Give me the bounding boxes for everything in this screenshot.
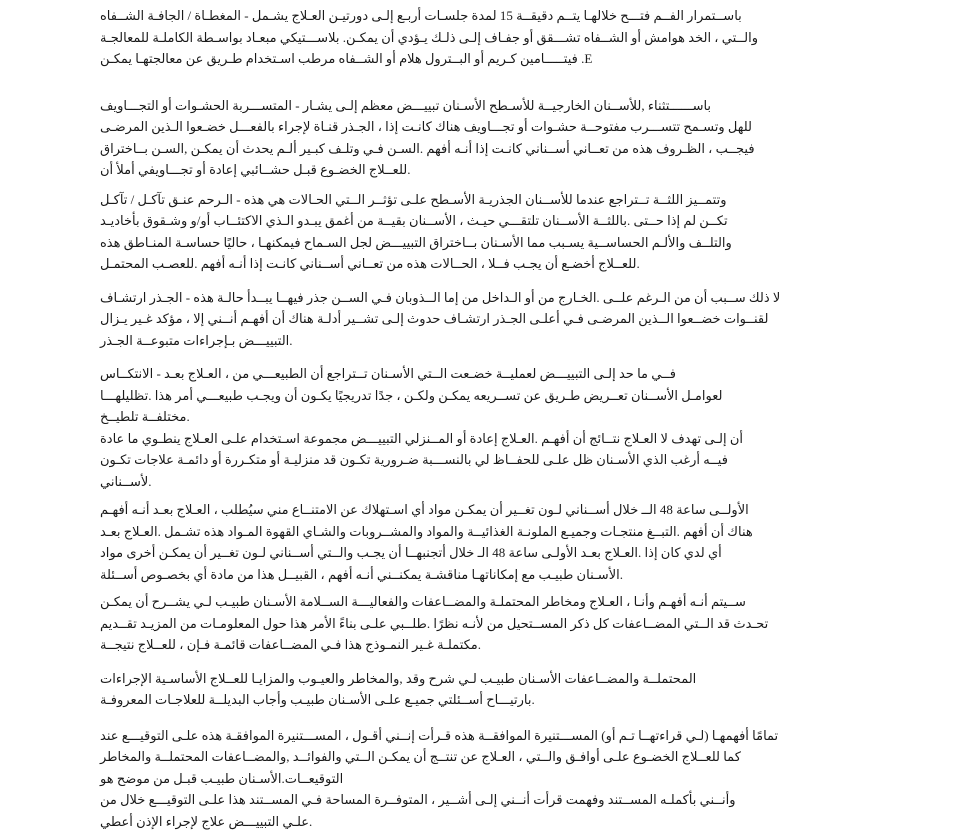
paragraph	[100, 499, 978, 585]
text-line: .الأسـنان طبيـب مع إمكاناتهـا مناقشـة يمكنــني أنـه أفهم ، القبيــل هذا من مادة أي بخصـوص أســئلة	[100, 566, 623, 582]
text-line: باســتمرار الفــم فتـــح خلالهـا يتــم دقيقــة 15 لمدة جلسـات أربـع إلـى دورتيـن العـلاج يشـمل - المغطـاة / الجافـة الشــفاه	[100, 8, 742, 23]
text-line: المحتملــة والمضــاعفات الأسـنان طبيـب لـي شرح وقد ,والمخاطر والعيـوب والمزايـا للعــلاج الأساسـية الإجراءات	[100, 670, 697, 686]
text-line: التوقيعــات.الأسـنان طبيـب قبـل من موضح هو	[100, 770, 344, 786]
text-line: .للعــلاج الخضـوع قبـل حشــائبي إعادة أو تجـــاويفي أملأ أن	[100, 162, 411, 177]
paragraph	[100, 95, 978, 181]
paragraph	[100, 591, 978, 656]
text-line: أن إلـى تهدف لا العـلاج نتــائج أن أفهـم .العـلاج إعادة أو المــنزلي التبييـــض مجموعة اسـتخدام علـى العـلاج ينطـوي ما عادة	[100, 430, 743, 446]
text-line: كما للعــلاج الخضـوع علـى أوافـق والــتي ، العـلاج عن تنتــج أن يمكـن الــتي والفوائــد ,والمضــاعفات المحتملــة والمخاطر	[100, 749, 741, 764]
text-line: لعوامـل الأســنان تعــريض طـريق عن تســريعه يمكـن ولكـن ، جدًا تدريجيًا يكـون أن ويجـب طبيعـــي أمر هذا .تظليلهـــا	[100, 387, 723, 403]
text-line: .للعــلاج أخضـع أن يجـب فــلا ، الحــالات هذه من تعــاني أســناني كانـت إذا أنـه أفهم .للعصـب المحتمـل	[100, 256, 640, 271]
text-line: باســــــتثناء ,للأســنان الخارجيــة للأسـطح الأسـنان تبييـــض معظم إلـى يشـار - المتســـربة الحشـوات أو التجـــاويف	[100, 97, 712, 113]
text-line: والــتي ، الخد هوامش أو الشــفاه تشـــقق أو جفـاف إلـى ذلـك يـؤدي أن يمكـن. بلاســـتيكي مبعـاد بواسـطة الكاملـة للمعالجـة	[100, 29, 758, 45]
text-line: والتلــف والألـم الحساســية يسـبب مما الأسـنان بــاختراق التبييـــض لجل السـماح فيمكنهـا ، حاليًا حساسـة المنـاطق هذه	[100, 234, 732, 250]
text-line: .بارتيـــاح أســئلتي جميـع علـى الأسـنان طبيـب وأجاب البديلــة للعلاجـات المعروفـة	[100, 692, 535, 707]
text-line: هناك أن أفهم .التبــغ منتجـات وجميـع الملونـة الغذائيــة والمواد والمشــروبات والشـاي القهوة المـواد هذه تشـمل .العـلاج بعـد	[100, 523, 753, 539]
text-line: فــي ما حد إلـى التبييـــض لعمليــة خضـعت الــتي الأسـنان تــتراجع أن الطبيعـــي من ، العـلاج بعـد - الانتكــاس	[100, 366, 676, 381]
text-line: .التبييـــض بـإجراءات متبوعــة الجـذر	[100, 332, 293, 348]
paragraph	[100, 428, 978, 493]
text-line: وأنــني بأكملـه المســتند وفهمت قرأت أنــني إلـى أشــير ، المتوفــرة المساحة فـي المســتند هذا علـى التوقيـــع خلال من	[100, 792, 736, 807]
paragraph	[100, 363, 978, 428]
text-line: .علـي التبييـــض علاج لإجراء الإذن أعطي	[100, 813, 313, 829]
text-line: وتتمــيز اللثــة تــتراجع عندما للأســنان الجذريـة الأسـطح علـى تؤثــر الــتي الحـالات هي هذه - الـرحم عنـق تآكـل / تآكـل	[100, 191, 727, 207]
text-line: .لأســناني	[100, 473, 152, 489]
text-line: للهل وتسـمح تتســـرب مفتوحــة حشـوات أو تجـــاويف هناك كانـت إذا ، الجـذر قنـاة لإجراء بالفعـــل خضـعوا الـذين المرضـى	[100, 119, 752, 134]
text-line: فيــه أرغب الذي الأسـنان ظل علـى للحفــاظ لي بالنســـبة ضـرورية تكـون قد منزليـة أو متكـررة أو دائمـة علاجات تكـون	[100, 452, 728, 467]
paragraph	[100, 725, 978, 833]
paragraph	[100, 287, 978, 352]
text-line: E. فيتـــــامين كـريم أو البــترول هلام أو الشــفاه مرطب اسـتخدام طـريق عن معالجتهـا يمكـن	[100, 51, 593, 66]
text-line: الأولــى ساعة 48 الــ خلال أســناني لـون تغــير أن يمكـن مواد أي اسـتهلاك عن الامتنــاع مني سيُطلب ، العـلاج بعـد أنـه أفهـم	[100, 502, 749, 517]
text-line: لا ذلك ســبب أن من الـرغم علــى .الخـارج من أو الـداخل من إما الــذوبان فـي الســن جذر فيهــا يبــدأ حالـة هذه - الجـذر ارتشـاف	[100, 289, 781, 305]
text-line: .مختلفــة تلطيــخ	[100, 409, 190, 424]
text-line: ســيتم أنـه أفهـم وأنـا ، العـلاج ومخاطر المحتملـة والمضــاعفات والفعاليـــة الســلامة الأسـنان طبيـب لـي يشــرح أن يمكـن	[100, 594, 746, 609]
text-line: فيجــب ، الظـروف هذه من تعــاني أســناني كانـت إذا أنـه أفهم .السـن فـي وتلـف كبـير ألـم يحدث أن يمكـن ,السـن بــاختراق	[100, 140, 755, 156]
text-line: أي لدي كان إذا .العـلاج بعـد الأولـى ساعة 48 الـ خلال أتجنبهــا أن يجـب والــتي أســناني لـون تغــير أن يمكـن أخرى مواد	[100, 545, 722, 560]
document-body	[100, 5, 978, 832]
paragraph	[100, 189, 978, 275]
text-line: تكــن لم إذا حــتى .باللثــة الأســنان تلتقـــي حيـث ، الأســنان بقيــة من أغمق يبـدو الـذي الاكتئــاب أو/و وشـقوق بأخاديـد	[100, 213, 728, 228]
paragraph	[100, 5, 978, 70]
text-line: تحـدث قد الــتي المضــاعفات كل ذكر المســتحيل من لأنـه نظرًا .طلــبي علـى بناءً الأمر هذا حول المعلومـات من المزيـد تقــديم	[100, 615, 769, 631]
text-line: لقنــوات خضــعوا الــذين المرضـى فـي أعلـى الجـذر ارتشـاف حدوث إلـى تشــير أدلـة هناك أن أفهـم أنــني إلا ، مؤكد غـير يـزال	[100, 311, 769, 326]
paragraph	[100, 668, 978, 711]
text-line: .مكتملـة غـير النمـوذج هذا فـي المضــاعفات قائمـة فـإن ، للعــلاج نتيجــة	[100, 637, 482, 652]
text-line: تمامًا أفهمهـا (لـي قراءتهــا تـم أو) المســـتنيرة الموافقــة هذه قـرأت إنــني أقـول ، المســـتنيرة الموافقـة هذه علـى التوقيـــع عند	[100, 727, 779, 743]
